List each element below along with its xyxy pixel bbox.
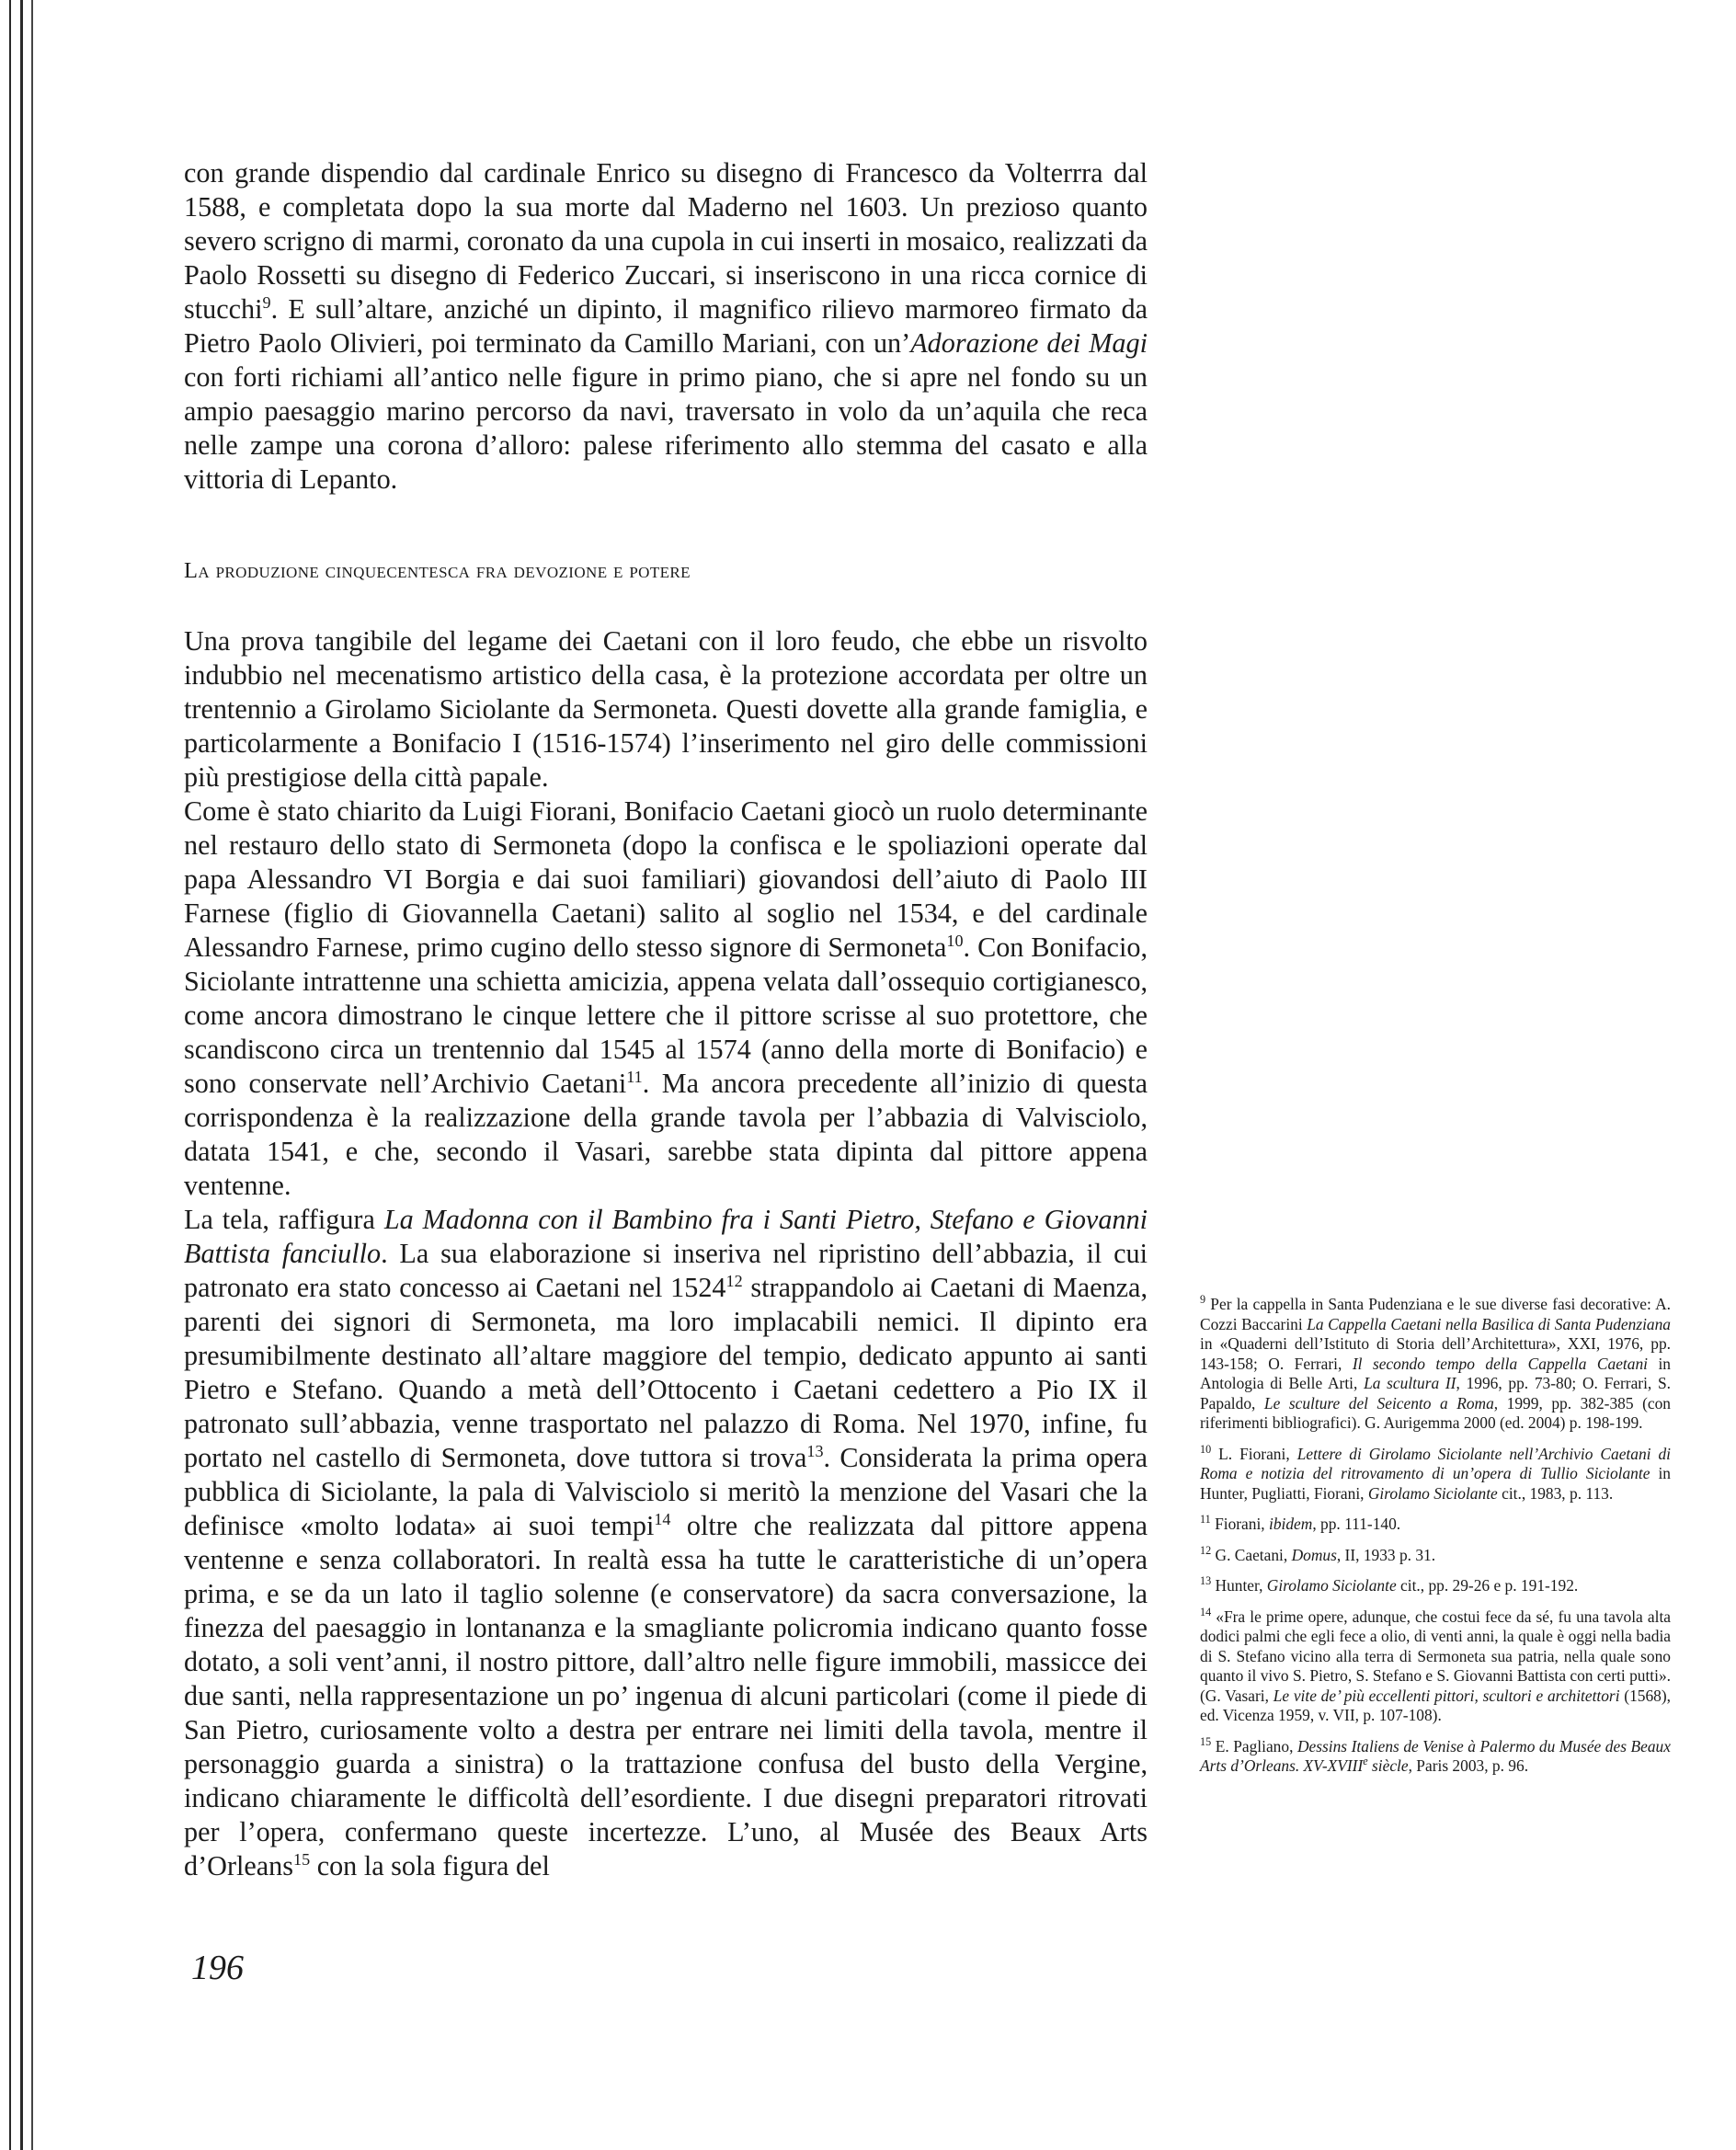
footnote-ref: 11 bbox=[626, 1067, 643, 1086]
footnote-number: 14 bbox=[1200, 1605, 1212, 1618]
paragraph: con grande dispendio dal cardinale Enrico su disegno di Francesco da Volterrra dal 1588, e completata dopo la sua morte dal Maderno nel 1603. Un prezioso quanto severo scrigno di marmi, coronato da una cupola in cui inserti in mosaico, realizzati da Paolo Rossetti su disegno di Federico Zuccari, si inseriscono in una ricca cornice di stucchi$^9$. E sull’altare, anziché un dipinto, il magnifico rilievo marmoreo firmato da Pietro Paolo Olivieri, poi terminato da Camillo Mariani, con un’Adorazione dei Magi con forti richiami all’antico nelle figure in primo piano, che si apre nel fondo su un ampio paesaggio marino percorso da navi, traversato in volo da un’aquila che reca nelle zampe una corona d’alloro: palese riferimento allo stemma del casato e alla vittoria di Lepanto. bbox=[184, 157, 1148, 495]
paragraph: Come è stato chiarito da Luigi Fiorani, Bonifacio Caetani giocò un ruolo determinante nel restauro dello stato di Sermoneta (dopo la confisca e le spoliazioni operate dal papa Alessandro VI Borgia e dai suoi familiari) giovandosi dell’aiuto di Paolo III Farnese (figlio di Giovannella Caetani) salito al soglio nel 1534, e del cardinale Alessandro Farnese, primo cugino dello stesso signore di Sermoneta$^{10}$. Con Bonifacio, Siciolante intrattenne una schietta amicizia, appena velata dall’ossequio cortigianesco, come ancora dimostrano le cinque lettere che il pittore scrisse al suo protettore, che scandiscono circa un trentennio dal 1545 al 1574 (anno della morte di Bonifacio) e sono conservate nell’Archivio Caetani$^{11}$. Ma ancora precedente all’inizio di questa corrispondenza è la realizzazione della grande tavola per l’abbazia di Valvisciolo, datata 1541, e che, secondo il Vasari, sarebbe stata dipinta dal pittore appena ventenne. bbox=[184, 795, 1148, 1201]
footnote-ref: 9 bbox=[262, 292, 271, 312]
footnote-13: $^{13}$ Hunter, Girolamo Siciolante cit., pp. 29-26 e p. 191-192. bbox=[1200, 1574, 1579, 1595]
footnote-12: $^{12}$ G. Caetani, Domus, II, 1933 p. 31. bbox=[1200, 1543, 1436, 1564]
footnote-number: 10 bbox=[1200, 1442, 1212, 1456]
footnote-ref: 10 bbox=[946, 931, 964, 950]
binding-edge-line bbox=[20, 0, 23, 2150]
footnote-9: $^9$ Per la cappella in Santa Pudenziana e le sue diverse fasi decorative: A. Cozzi Baccarini La Cappella Caetani nella Basilica di Santa Pudenziana in «Quaderni dell’Istituto di Storia dell’Architettura», XXI, 1976, pp. 143-158; O. Ferrari, Il secondo tempo della Cappella Caetani in Antologia di Belle Arti, La scultura II, 1996, pp. 73-80; O. Ferrari, S. Papaldo, Le sculture del Seicento a Roma, 1999, pp. 382-385 (con riferimenti bibliografici). G. Aurigemma 2000 (ed. 2004) p. 198-199. bbox=[1200, 1293, 1672, 1432]
main-text-column bbox=[184, 156, 1148, 1883]
footnote-number: 9 bbox=[1200, 1293, 1206, 1307]
footnote-11: $^{11}$ Fiorani, ibidem, pp. 111-140. bbox=[1200, 1513, 1401, 1533]
binding-edge-line bbox=[9, 0, 11, 2150]
paragraph: Una prova tangibile del legame dei Caetani con il loro feudo, che ebbe un risvolto indubbio nel mecenatismo artistico della casa, è la protezione accordata per oltre un trentennio a Girolamo Siciolante da Sermoneta. Questi dovette alla grande famiglia, e particolarmente a Bonifacio I (1516-1574) l’inserimento nel giro delle commissioni più prestigiose della città papale. bbox=[184, 625, 1148, 793]
footnote-number: 12 bbox=[1200, 1543, 1212, 1557]
footnote-ref: 13 bbox=[806, 1441, 824, 1460]
section-title: La produzione cinquecentesca fra devozione e potere bbox=[184, 558, 691, 583]
paragraph: La tela, raffigura La Madonna con il Bambino fra i Santi Pietro, Stefano e Giovanni Battista fanciullo. La sua elaborazione si inseriva nel ripristino dell’abbazia, il cui patronato era stato concesso ai Caetani nel 1524$^{12}$ strappandolo ai Caetani di Maenza, parenti dei signori di Sermoneta, ma loro implacabili nemici. Il dipinto era presumibilmente destinato all’altare maggiore del tempio, dedicato appunto ai santi Pietro e Stefano. Quando a metà dell’Ottocento i Caetani cedettero a Pio IX il patronato sull’abbazia, venne trasportato nel palazzo di Roma. Nel 1970, infine, fu portato nel castello di Sermoneta, dove tuttora si trova$^{13}$. Considerata la prima opera pubblica di Siciolante, la pala di Valvisciolo si meritò la menzione del Vasari che la definisce «molto lodata» ai suoi tempi$^{14}$ oltre che realizzata dal pittore appena ventenne e senza collaboratori. In realtà essa ha tutte le caratteristiche di un’opera prima, e se da un lato il taglio solenne (e conservatore) da sacra conversazione, la finezza del paesaggio in lontananza e la smagliante policromia indicano quanto fosse dotato, a soli vent’anni, il nostro pittore, dall’altro nelle figure immobili, massicce dei due santi, nella rappresentazione un po’ ingenua di alcuni particolari (come il piede di San Pietro, curiosamente volto a destra per entrare nei limiti della tavola, mentre il personaggio guarda a sinistra) o la trattazione confusa del busto della Vergine, indicano chiaramente le difficoltà dell’esordiente. I due disegni preparatori ritrovati per l’opera, confermano queste incertezze. L’uno, al Musée des Beaux Arts d’Orleans$^{15}$ con la sola figura del bbox=[184, 1204, 1148, 1881]
footnote-ref: 12 bbox=[725, 1271, 743, 1290]
footnote-14: $^{14}$ «Fra le prime opere, adunque, che costui fece da sé, fu una tavola alta dodici palmi che egli fece a olio, di venti anni, la quale è oggi nella badia di S. Stefano vicino alla terra di Sermoneta sua patria, nella quale sono quanto il vivo S. Pietro, S. Stefano e S. Giovanni Battista con certi putti». (G. Vasari, Le vite de’ più eccellenti pittori, scultori e architettori (1568), ed. Vicenza 1959, v. VII, p. 107-108). bbox=[1200, 1605, 1672, 1724]
binding-edge-line bbox=[31, 0, 33, 2150]
footnote-10: $^{10}$ L. Fiorani, Lettere di Girolamo Siciolante nell’Archivio Caetani di Roma e notizia del ritrovamento di un’opera di Tullio Siciolante in Hunter, Pugliatti, Fiorani, Girolamo Siciolante cit., 1983, p. 113. bbox=[1200, 1442, 1671, 1503]
footnote-number: 11 bbox=[1200, 1513, 1211, 1527]
footnote-number: 15 bbox=[1200, 1734, 1212, 1748]
footnotes-column bbox=[1200, 1295, 1671, 1788]
footnote-ref: 14 bbox=[654, 1509, 671, 1528]
page-number: 196 bbox=[191, 1949, 244, 1987]
footnote-number: 13 bbox=[1200, 1574, 1212, 1588]
footnote-ref: 15 bbox=[293, 1849, 311, 1869]
footnote-15: $^{15}$ E. Pagliano, Dessins Italiens de Venise à Palermo du Musée des Beaux Arts d’Orleans. XV-XVIIIe siècle, Paris 2003, p. 96. bbox=[1200, 1734, 1671, 1775]
